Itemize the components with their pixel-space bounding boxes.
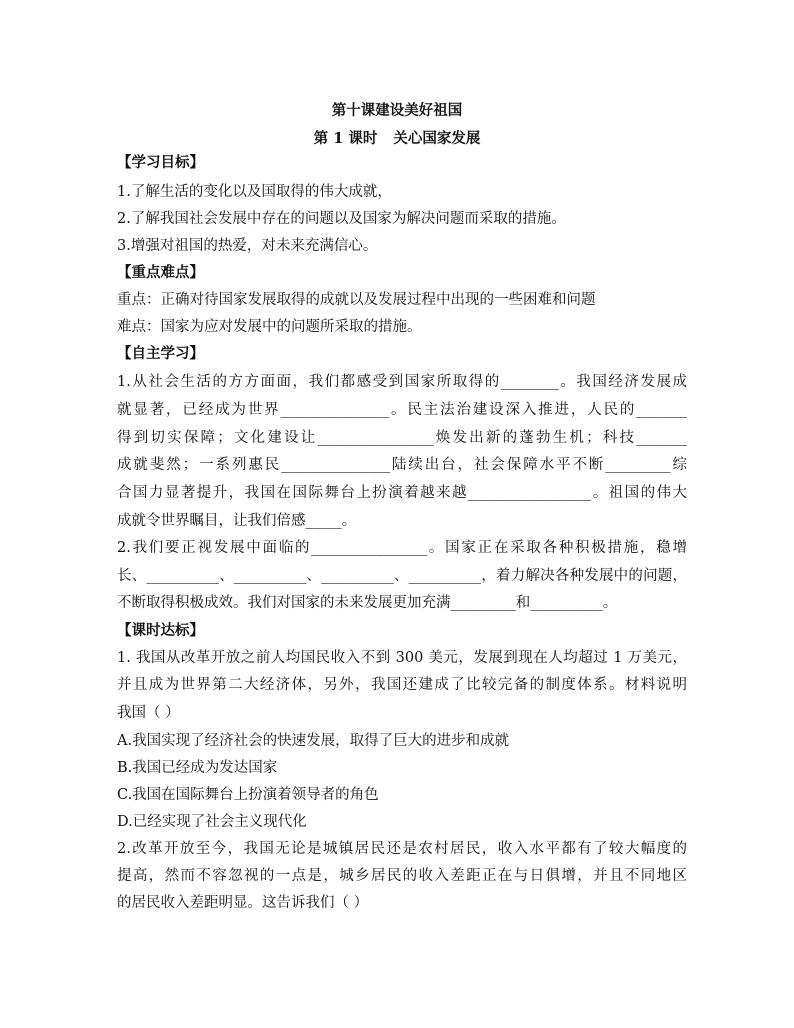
answer-option-c: C.我国在国际舞台上扮演着领导者的角色 <box>117 787 379 803</box>
self-study-line: 成就斐然；一系列惠民_______________陆续出台，社会保障水平不断_________综 <box>117 457 687 473</box>
self-study-line: 就显著，已经成为世界_______________。民主法治建设深入推进，人民的_______ <box>117 402 687 418</box>
self-study-line: 合国力显著提升，我国在国际舞台上扮演着越来越_________________。祖国的伟大 <box>117 485 687 501</box>
lesson-topic: 关心国家发展 <box>393 130 481 147</box>
page-title: 第十课建设美好祖国 <box>331 102 463 119</box>
self-study-line: 得到切实保障；文化建设让________________焕发出新的蓬勃生机；科技_______ <box>117 430 687 446</box>
question-line: 我国（ ） <box>117 705 180 721</box>
key-point-line: 重点：正确对待国家发展取得的成就以及发展过程中出现的一些困难和问题 <box>117 292 596 308</box>
question-line: 2.改革开放至今，我国无论是城镇居民还是农村居民，收入水平都有了较大幅度的 <box>117 841 687 857</box>
goal-item: 3.增强对祖国的热爱，对未来充满信心。 <box>117 238 378 254</box>
section-heading-key-points: 【重点难点】 <box>117 264 204 281</box>
self-study-line: 2.我们要正视发展中面临的________________。国家正在采取各种积极措施，稳增 <box>117 540 687 556</box>
difficulty-line: 难点：国家为应对发展中的问题所采取的措施。 <box>117 319 422 335</box>
self-study-line: 1.从社会生活的方方面面，我们都感受到国家所取得的________。我国经济发展成 <box>117 374 687 390</box>
question-line: 1. 我国从改革开放之前人均国民收入不到 300 美元，发展到现在人均超过 1 万美元， <box>117 650 687 666</box>
section-heading-goals: 【学习目标】 <box>117 154 204 171</box>
goal-item: 2.了解我国社会发展中存在的问题以及国家为解决问题而采取的措施。 <box>117 211 566 227</box>
self-study-line: 成就令世界瞩目，让我们倍感_____。 <box>117 513 357 529</box>
self-study-line: 不断取得积极成效。我们对国家的未来发展更加充满_________和__________。 <box>117 595 618 611</box>
section-heading-practice: 【课时达标】 <box>117 622 204 639</box>
answer-option-d: D.已经实现了社会主义现代化 <box>117 814 307 830</box>
answer-option-b: B.我国已经成为发达国家 <box>117 760 278 776</box>
question-line: 并且成为世界第二大经济体，另外，我国还建成了比较完备的制度体系。材料说明 <box>117 677 687 693</box>
page-subtitle <box>0 127 794 148</box>
goal-item: 1.了解生活的变化以及国取得的伟大成就， <box>117 184 392 200</box>
answer-option-a: A.我国实现了经济社会的快速发展，取得了巨大的进步和成就 <box>117 733 510 749</box>
question-line: 提高，然而不容忽视的一点是，城乡居民的收入差距正在与日俱增，并且不同地区 <box>117 868 687 884</box>
section-heading-self-study: 【自主学习】 <box>117 345 204 362</box>
question-line: 的居民收入差距明显。这告诉我们（ ） <box>117 895 369 911</box>
lesson-number: 第 1 课时 <box>313 130 378 147</box>
self-study-line: 长、__________、__________、__________、__________，着力解决各种发展中的问题， <box>117 568 687 584</box>
